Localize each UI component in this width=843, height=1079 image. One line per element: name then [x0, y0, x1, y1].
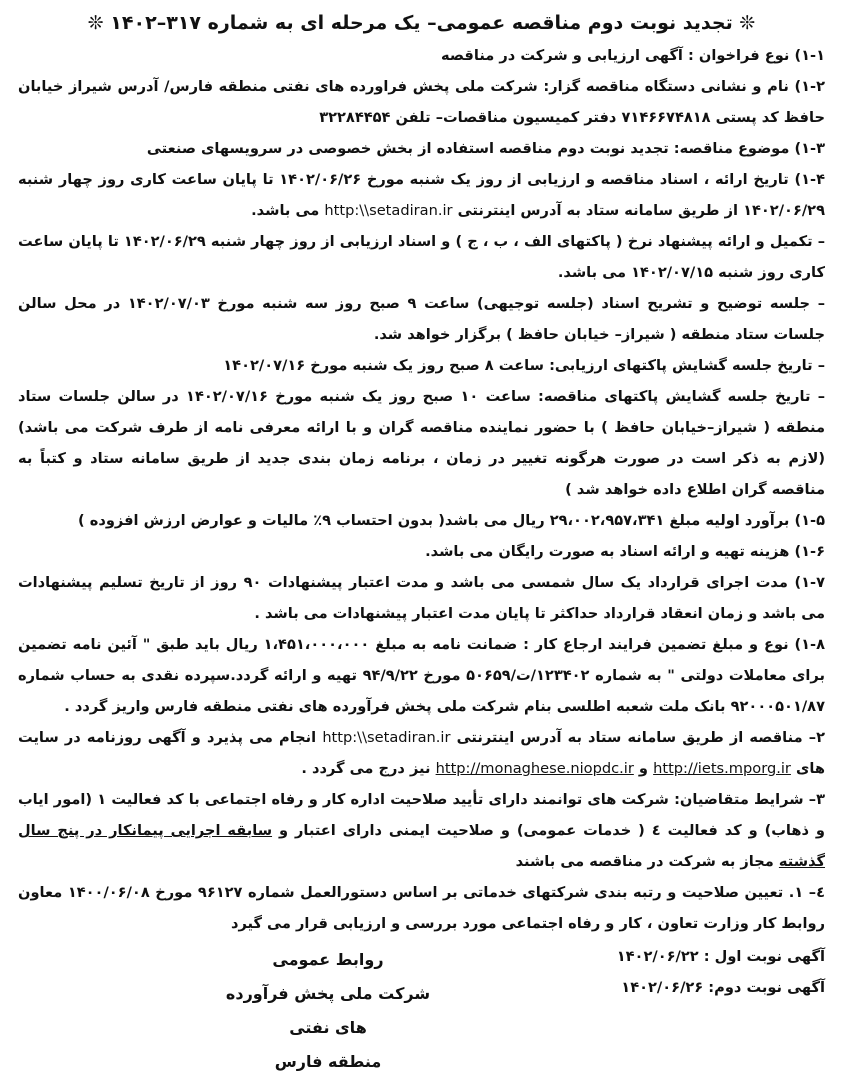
signature-line-3: منطقه فارس: [274, 1052, 382, 1071]
item-1-3-subject: ۱-۳) موضوع مناقصه: تجدید نوبت دوم مناقصه استفاده از بخش خصوصی در سرویسهای صنعتی: [146, 140, 825, 157]
first-notice-date: آگهی نوبت اول : ۱۴۰۲/۰۶/۲۲: [616, 948, 825, 965]
item-3-applicant-conditions: [18, 784, 825, 877]
tender-notice: [18, 8, 826, 1071]
item-1-1-call-type: ۱-۱) نوع فراخوان : آگهی ارزیابی و شرکت در مناقصه: [441, 47, 825, 64]
monaghese-niopdc-link[interactable]: http://monaghese.niopdc.ir: [435, 760, 634, 777]
second-notice-date: آگهی نوبت دوم: ۱۴۰۲/۰۶/۲۶: [621, 979, 825, 996]
item-1-2-organizer: ۱-۲) نام و نشانی دستگاه مناقصه گزار: شرکت ملی پخش فراورده های نفتی منطقه فارس/ آدرس شیراز خیابان حافظ کد پستی ۷۱۴۶۶۷۴۸۱۸ دفتر کمیسیون مناقصات– تلفن ۳۲۲۸۴۴۵۴: [18, 78, 825, 126]
bids-opening-date: – تاریخ جلسه گشایش پاکتهای مناقصه: ساعت ۱۰ صبح روز یک شنبه مورخ ۱۴۰۲/۰۷/۱۶ در سالن جلسات ستاد منطقه ( شیراز–خیابان حافظ ) با حضور نماینده مناقصه گران و با ارائه معرفی نامه از طرف شرکت می باشد) (لازم به ذکر است در صورت هرگونه تغییر در زمان ، برنامه زمان بندی جدید از طریق سامانه ستاد و کتباً به مناقصه گران اطلاع داده خواهد شد ): [18, 388, 825, 498]
signature-line-1: روابط عمومی: [272, 950, 384, 969]
item-2-text-2: انجام می پذیرد و آگهی روزنامه در سایت های: [18, 729, 825, 777]
item-1-4-document-dates: [18, 164, 825, 226]
footer: [18, 941, 825, 1071]
item-3-underlined: سابقه اجرایی پیمانکار در پنج سال گذشته: [18, 822, 825, 870]
item-1-6-document-cost: ۱-۶) هزینه تهیه و ارائه اسناد به صورت رایگان می باشد.: [425, 543, 825, 560]
iets-mporg-link[interactable]: http://iets.mporg.ir: [653, 760, 791, 777]
item-3-text: ۳– شرایط متقاضیان: شرکت های توانمند دارای تأیید صلاحیت اداره کار و رفاه اجتماعی با کد فعالیت ۱ (امور ایاب و ذهاب) و کد فعالیت ٤ ( خدمات عمومی) و صلاحیت ایمنی دارای اعتبار و: [18, 791, 826, 839]
notice-dates: [617, 941, 825, 1003]
item-2-and: و: [638, 760, 648, 777]
item-2-text: ۲– مناقصه از طریق سامانه ستاد به آدرس اینترنتی: [456, 729, 825, 746]
item-1-7-contract-duration: ۱-۷) مدت اجرای قرارداد یک سال شمسی می باشد و مدت اعتبار پیشنهادات ۹۰ روز از تاریخ تسلیم پیشنهادات می باشد و زمان انعقاد قرارداد حداکثر تا پایان مدت اعتبار پیشنهادات می باشد .: [18, 574, 825, 622]
item-2-end: نیز درج می گردد .: [301, 760, 431, 777]
item-1-5-estimate: ۱-۵) برآورد اولیه مبلغ ۲۹،۰۰۲،۹۵۷،۳۴۱ ریال می باشد( بدون احتساب ۹٪ مالیات و عوارض ارزش افزوده ): [78, 512, 825, 529]
setadiran-url-2[interactable]: http:\\setadiran.ir: [322, 729, 451, 746]
setadiran-url[interactable]: http:\\setadiran.ir: [324, 202, 453, 219]
briefing-session: – جلسه توضیح و تشریح اسناد (جلسه توجیهی) ساعت ۹ صبح روز سه شنبه مورخ ۱۴۰۲/۰۷/۰۳ در محل سالن جلسات ستاد منطقه ( شیراز– خیابان حافظ ) برگزار خواهد شد.: [18, 295, 826, 343]
item-1-4-text: ۱-۴) تاریخ ارائه ، اسناد مناقصه و ارزیابی از روز یک شنبه مورخ ۱۴۰۲/۰۶/۲۶ تا پایان ساعت کاری روز چهار شنبه ۱۴۰۲/۰۶/۲۹ از طریق سامانه ستاد به آدرس اینترنتی: [18, 171, 825, 219]
signature-line-2: شرکت ملی پخش فرآورده های نفتی: [225, 984, 431, 1037]
item-1-8-guarantee: ۱-۸) نوع و مبلغ تضمین فرایند ارجاع کار : ضمانت نامه به مبلغ ۱،۴۵۱،۰۰۰،۰۰۰ ریال باید طبق " آئین نامه تضمین برای معاملات دولتی " به شماره ۱۲۳۴۰۲/ت/۵۰۶۵۹ مورخ ۹۴/۹/۲۲ تهیه و ارائه گردد.سپرده نقدی به حساب شماره ۹۲۰۰۰۵۰۱/۸۷ بانک ملت شعبه اطلسی بنام شرکت ملی پخش فرآورده های نفتی منطقه فارس واریز گردد .: [18, 636, 825, 715]
item-4-qualification: ٤– ۱. تعیین صلاحیت و رتبه بندی شرکتهای خدماتی بر اساس دستورالعمل شماره ۹۶۱۲۷ مورخ ۱۴۰۰/۰۶/۰۸ معاون روابط کار وزارت تعاون ، کار و رفاه اجتماعی مورد بررسی و ارزیابی قرار می گیرد: [18, 884, 825, 932]
evaluation-opening-date: – تاریخ جلسه گشایش پاکتهای ارزیابی: ساعت ۸ صبح روز یک شنبه مورخ ۱۴۰۲/۰۷/۱۶: [223, 357, 825, 374]
page-title: ❊ تجدید نوبت دوم مناقصه عمومی– یک مرحله ای به شماره ۳۱۷–۱۴۰۲ ❊: [87, 12, 756, 34]
item-1-4-end: می باشد.: [251, 202, 320, 219]
item-2-portal: [18, 722, 825, 784]
offer-submission-dates: – تکمیل و ارائه پیشنهاد نرخ ( پاکتهای الف ، ب ، ج ) و اسناد ارزیابی از روز چهار شنبه ۱۴۰۲/۰۶/۲۹ تا پایان ساعت کاری روز شنبه ۱۴۰۲/۰۷/۱۵ می باشد.: [18, 233, 825, 281]
item-3-end: مجاز به شرکت در مناقصه می باشند: [515, 853, 774, 870]
